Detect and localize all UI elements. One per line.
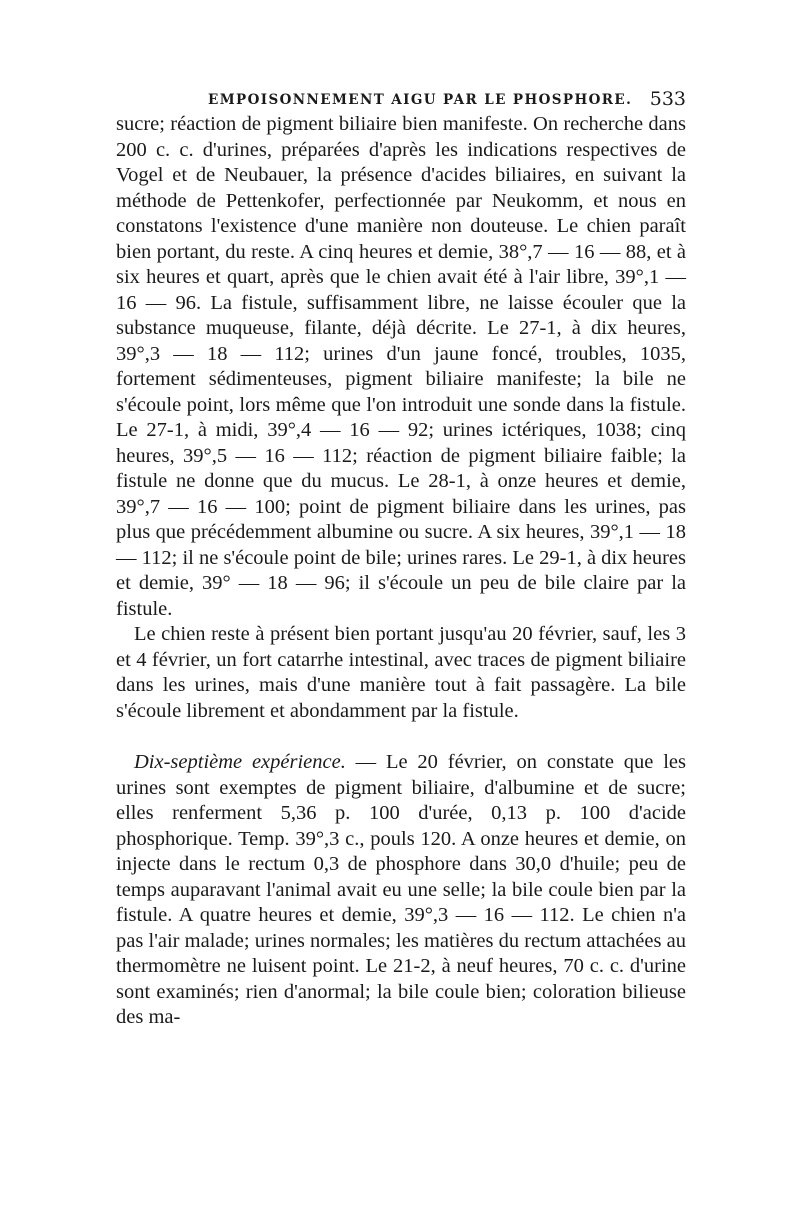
- paragraph-1: sucre; réaction de pigment biliaire bien manifeste. On recherche dans 200 c. c. d'urines, préparées d'après les indications respectives de Vogel et de Neubauer, la présence d'acides biliaires, en suivant la méthode de Pettenkofer, perfectionnée par Neukomm, et nous en constatons l'existence d'une manière non douteuse. Le chien paraît bien portant, du reste. A cinq heures et demie, 38°,7 — 16 — 88, et à six heures et quart, après que le chien avait été à l'air libre, 39°,1 — 16 — 96. La fistule, suffisamment libre, ne laisse écouler que la substance muqueuse, filante, déjà décrite. Le 27-1, à dix heures, 39°,3 — 18 — 112; urines d'un jaune foncé, troubles, 1035, fortement sédimenteuses, pigment biliaire manifeste; la bile ne s'écoule point, lors même que l'on introduit une sonde dans la fistule. Le 27-1, à midi, 39°,4 — 16 — 92; urines ictériques, 1038; cinq heures, 39°,5 — 16 — 112; réaction de pigment biliaire faible; la fistule ne donne que du mucus. Le 28-1, à onze heures et demie, 39°,7 — 16 — 100; point de pigment biliaire dans les urines, pas plus que précédemment albumine ou sucre. A six heures, 39°,1 — 18 — 112; il ne s'écoule point de bile; urines rares. Le 29-1, à dix heures et demie, 39° — 18 — 96; il s'écoule un peu de bile claire par la fistule.: [116, 113, 686, 620]
- running-title: EMPOISONNEMENT AIGU PAR LE PHOSPHORE.: [208, 92, 633, 108]
- experiment-text: — Le 20 février, on constate que les urines sont exemptes de pigment biliaire, d'albumine et de sucre; elles renferment 5,36 p. 100 d'urée, 0,13 p. 100 d'acide phosphorique. Temp. 39°,3 c., pouls 120. A onze heures et demie, on injecte dans le rectum 0,3 de phosphore dans 30,0 d'huile; peu de temps auparavant l'animal avait eu une selle; la bile coule bien par la fistule. A quatre heures et demie, 39°,3 — 16 — 112. Le chien n'a pas l'air malade; urines normales; les matières du rectum attachées au thermomètre ne luisent point. Le 21-2, à neuf heures, 70 c. c. d'urine sont examinés; rien d'anormal; la bile coule bien; coloration bilieuse des ma-: [116, 751, 686, 1028]
- experiment-title: Dix-septième expérience.: [134, 751, 346, 773]
- section-gap: [116, 724, 686, 750]
- paragraph-2: Le chien reste à présent bien portant jusqu'au 20 février, sauf, les 3 et 4 février, un fort catarrhe intestinal, avec traces de pigment biliaire dans les urines, mais d'une manière tout à fait passagère. La bile s'écoule librement et abondamment par la fistule.: [116, 623, 686, 722]
- page-number: 533: [649, 88, 686, 110]
- body-text: [116, 112, 686, 1031]
- page-header: [116, 86, 686, 110]
- book-page: [116, 86, 686, 1031]
- paragraph-experiment-17: [116, 750, 686, 1031]
